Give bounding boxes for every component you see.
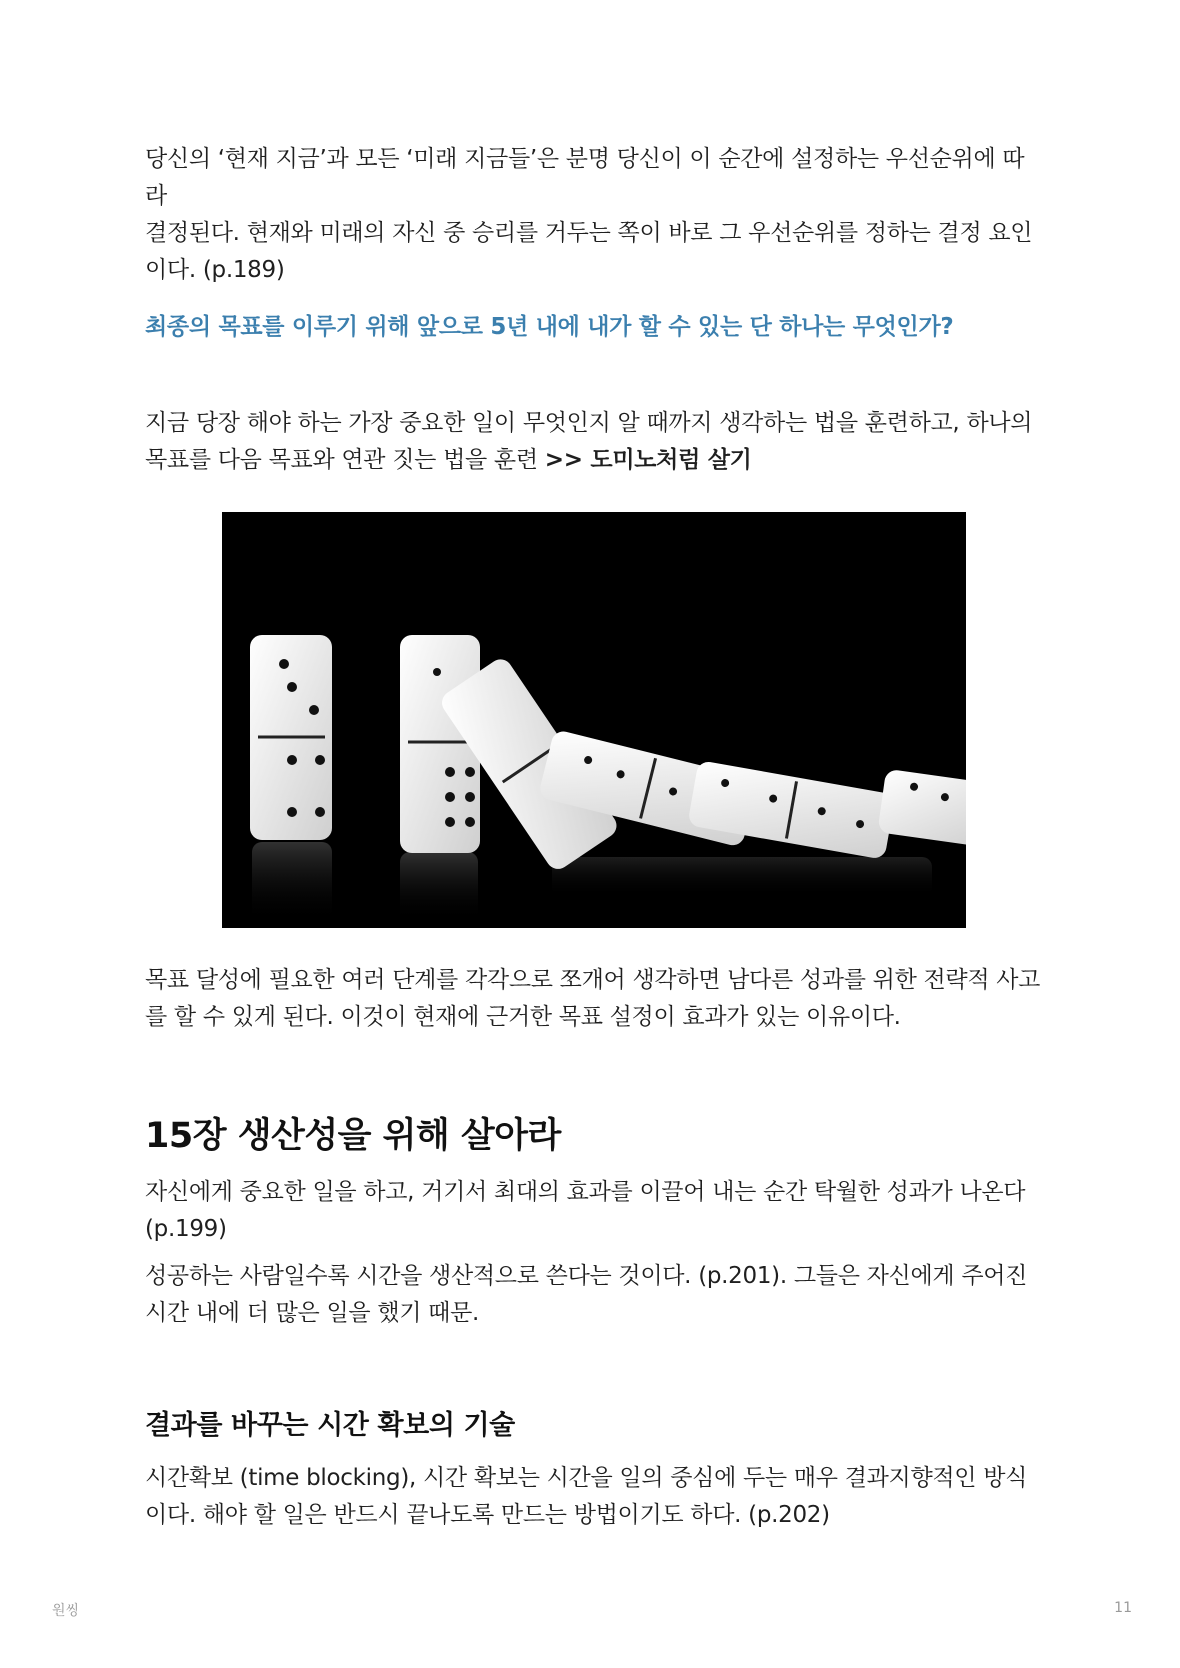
domino-illustration [222,512,966,928]
paragraph-line: 이다. 해야 할 일은 반드시 끝나도록 만드는 방법이기도 하다. (p.202) [145,1502,830,1528]
quote-line: 결정된다. 현재와 미래의 자신 중 승리를 거두는 쪽이 바로 그 우선순위를 정하는 결정 요인 [145,220,1033,246]
paragraph-line: 성공하는 사람일수록 시간을 생산적으로 쓴다는 것이다. (p.201). 그들은 자신에게 주어진 [145,1263,1028,1289]
paragraph-line [145,442,1045,479]
footer-book-title: 원씽 [52,1603,80,1619]
chapter-heading: 15장 생산성을 위해 살아라 [145,1116,561,1156]
paragraph-text: 목표를 다음 목표와 연관 짓는 법을 훈련 [145,447,545,473]
paragraph-line: 시간 내에 더 많은 일을 했기 때문. [145,1300,480,1326]
training-paragraph [145,405,1045,479]
domino-photo [222,512,966,928]
paragraph-line: 자신에게 중요한 일을 하고, 거기서 최대의 효과를 이끌어 내는 순간 탁월한 성과가 나온다 [145,1179,1026,1205]
quote-paragraph [145,141,1045,289]
paragraph-line: 시간확보 (time blocking), 시간 확보는 시간을 일의 중심에 두는 매우 결과지향적인 방식 [145,1465,1028,1491]
page-number: 11 [1114,1600,1132,1616]
domino-standing-1 [250,635,332,840]
section-heading: 결과를 바꾸는 시간 확보의 기술 [145,1410,515,1441]
domino-fallen-2 [687,760,895,860]
paragraph-line: 를 할 수 있게 된다. 이것이 현재에 근거한 목표 설정이 효과가 있는 이유이다. [145,1004,901,1030]
time-blocking-paragraph [145,1460,1045,1534]
paragraph-line: 목표 달성에 필요한 여러 단계를 각각으로 쪼개어 생각하면 남다른 성과를 위한 전략적 사고 [145,967,1041,993]
steps-paragraph [145,962,1045,1036]
quote-line: 이다. (p.189) [145,257,285,283]
domino-fallen-3 [877,769,966,848]
domino-emphasis: >> 도미노처럼 살기 [544,447,752,473]
paragraph-line: (p.199) [145,1216,227,1242]
chapter-paragraph-2 [145,1258,1045,1332]
callout-question: 최종의 목표를 이루기 위해 앞으로 5년 내에 내가 할 수 있는 단 하나는 무엇인가? [145,314,954,340]
quote-line: 당신의 ‘현재 지금’과 모든 ‘미래 지금들’은 분명 당신이 이 순간에 설정하는 우선순위에 따라 [145,146,1025,209]
chapter-paragraph-1 [145,1174,1045,1248]
paragraph-line: 지금 당장 해야 하는 가장 중요한 일이 무엇인지 알 때까지 생각하는 법을 훈련하고, 하나의 [145,410,1033,436]
